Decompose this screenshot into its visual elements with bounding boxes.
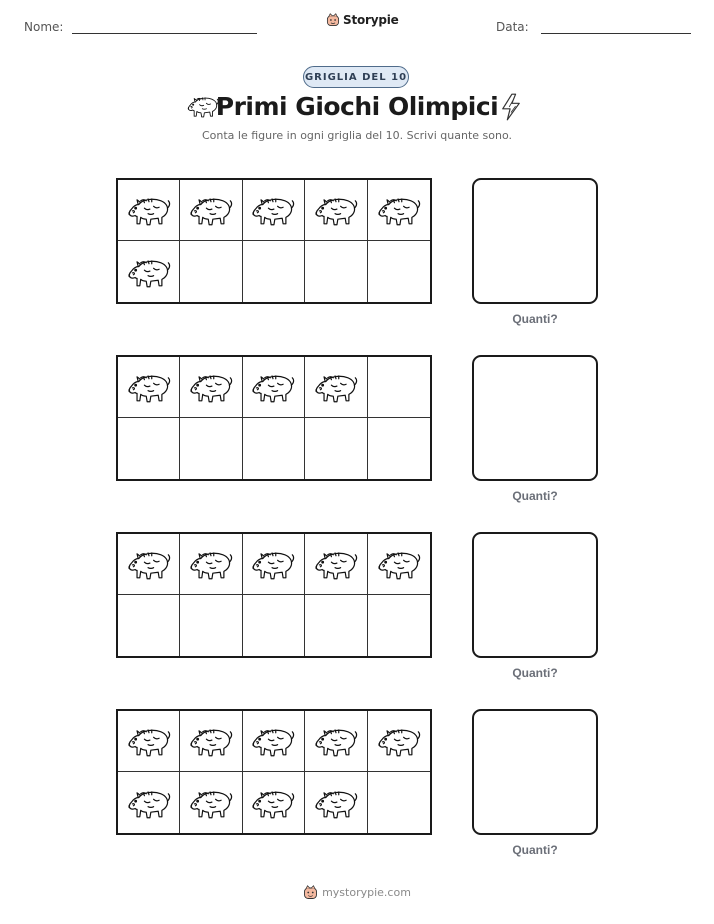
grid-cell [368,534,430,595]
grid-cell [118,357,180,418]
name-line [72,33,257,34]
grid-cell [368,418,430,479]
date-line [541,33,691,34]
grid-cell [243,418,305,479]
boar-icon [250,190,296,230]
grid-cell [243,711,305,772]
grid-cell [368,772,430,833]
grid-cell [243,595,305,656]
answer-label-4: Quanti? [512,843,558,857]
boar-icon [376,544,422,584]
boar-icon [126,783,172,823]
grid-cell [180,180,242,241]
boar-icon [250,783,296,823]
grid-cell [305,180,367,241]
ten-frame-1 [116,178,432,304]
grid-cell [180,357,242,418]
boar-icon [188,367,234,407]
grid-cell [118,772,180,833]
page-title: Primi Giochi Olimpici [215,92,499,121]
grid-cell [305,534,367,595]
grid-cell [180,241,242,302]
boar-icon [188,721,234,761]
answer-label-1: Quanti? [512,312,558,326]
storypie-logo-icon [326,13,340,27]
grid-cell [368,357,430,418]
grid-cell [243,357,305,418]
footer [0,885,714,900]
answer-box-4[interactable] [472,709,598,835]
footer-url: mystorypie.com [322,886,411,899]
grid-cell [305,241,367,302]
answer-box-1[interactable] [472,178,598,304]
boar-icon [313,367,359,407]
grid-cell [243,772,305,833]
grid-cell [305,418,367,479]
name-label: Nome: [24,20,64,34]
grid-cell [368,180,430,241]
worksheet-header [0,0,714,50]
grid-cell [180,534,242,595]
boar-icon [313,544,359,584]
answer-label-3: Quanti? [512,666,558,680]
boar-icon [313,783,359,823]
answer-box-2[interactable] [472,355,598,481]
answer-label-2: Quanti? [512,489,558,503]
boar-icon [126,721,172,761]
boar-icon [376,190,422,230]
boar-icon [126,252,172,292]
storypie-logo-icon [303,885,318,900]
boar-icon [126,190,172,230]
instructions: Conta le figure in ogni griglia del 10. Scrivi quante sono. [201,129,512,142]
grid-cell [243,241,305,302]
grid-cell [305,595,367,656]
boar-icon [250,367,296,407]
boar-icon [250,544,296,584]
grid-cell [118,595,180,656]
grid-cell [305,711,367,772]
grid-cell [118,534,180,595]
grid-cell [118,711,180,772]
boar-icon [126,544,172,584]
boar-icon [126,367,172,407]
boar-icon [313,721,359,761]
grid-cell [368,595,430,656]
grid-cell [305,357,367,418]
boar-icon [188,544,234,584]
boar-icon [188,783,234,823]
grid-cell [118,180,180,241]
grid-cell [368,711,430,772]
grid-cell [243,180,305,241]
grid-cell [118,418,180,479]
date-label: Data: [496,20,529,34]
grid-cell [368,241,430,302]
grid-cell [180,595,242,656]
grid-cell [305,772,367,833]
ten-frame-4 [116,709,432,835]
ten-frame-2 [116,355,432,481]
answer-box-3[interactable] [472,532,598,658]
grid-cell [243,534,305,595]
brand [326,13,399,27]
ten-frame-3 [116,532,432,658]
lightning-icon [500,93,522,121]
brand-name: Storypie [343,13,399,27]
grid-cell [118,241,180,302]
grid-cell [180,772,242,833]
boar-icon [250,721,296,761]
grid-cell [180,711,242,772]
boar-icon [313,190,359,230]
worksheet-badge: GRIGLIA DEL 10 [303,66,409,88]
boar-icon [188,190,234,230]
grid-cell [180,418,242,479]
boar-icon [376,721,422,761]
